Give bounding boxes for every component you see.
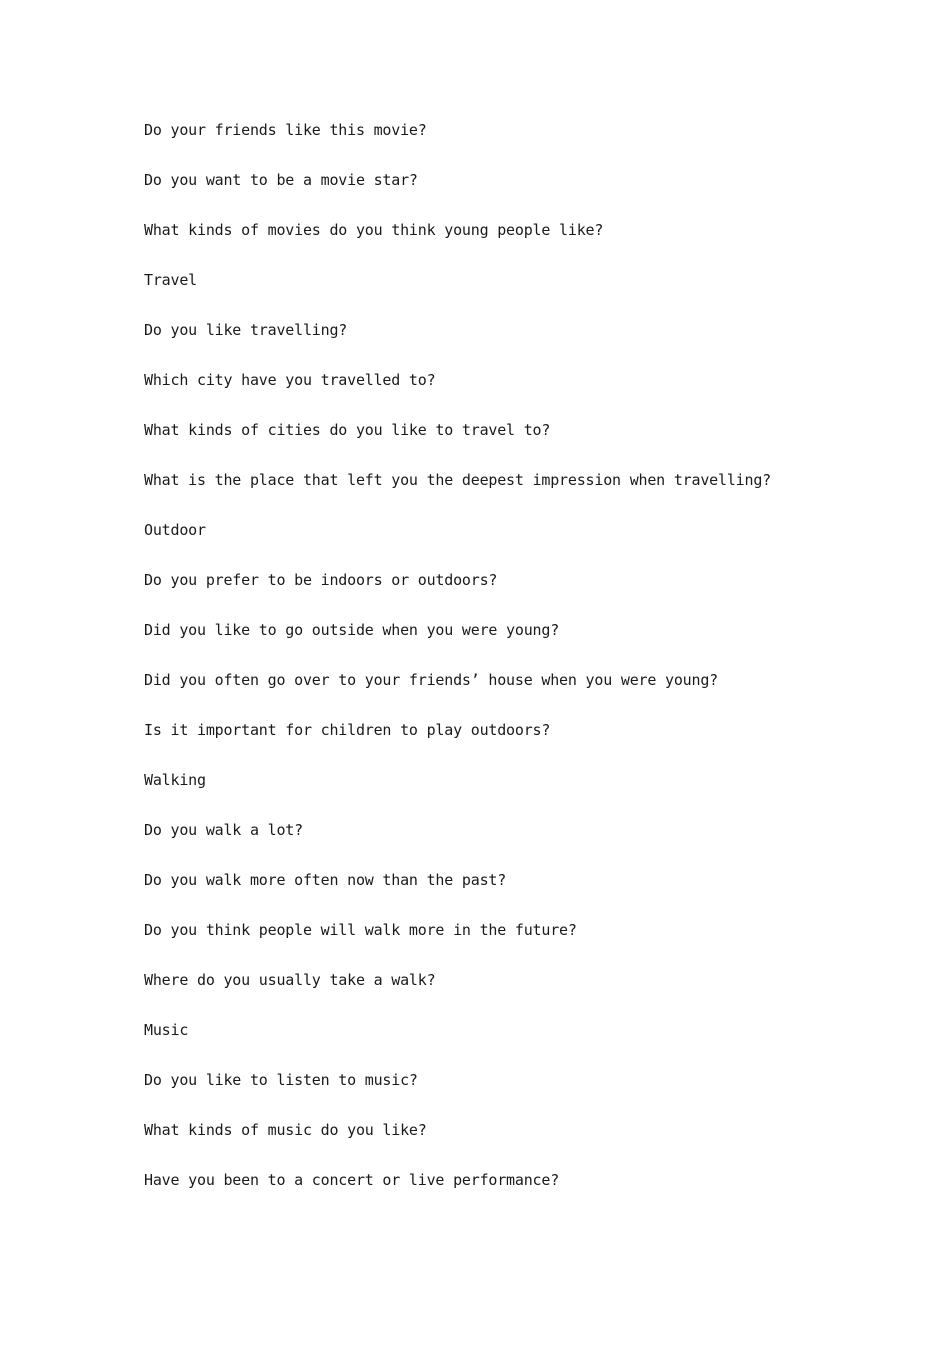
question-line: Do you like travelling? <box>144 321 348 339</box>
question-line: Do you want to be a movie star? <box>144 171 418 189</box>
question-line: Did you like to go outside when you were young? <box>144 621 560 639</box>
question-line: Do your friends like this movie? <box>144 121 427 139</box>
section-heading-walking: Walking <box>144 771 206 789</box>
question-line: What is the place that left you the deepest impression when travelling? <box>144 471 771 489</box>
question-line: Is it important for children to play outdoors? <box>144 721 551 739</box>
question-line: Which city have you travelled to? <box>144 371 436 389</box>
question-line: What kinds of movies do you think young people like? <box>144 221 604 239</box>
question-line: Do you walk more often now than the past? <box>144 871 507 889</box>
question-line: Do you walk a lot? <box>144 821 303 839</box>
document-body <box>144 118 771 1218</box>
section-heading-outdoor: Outdoor <box>144 521 206 539</box>
question-line: Did you often go over to your friends’ house when you were young? <box>144 671 718 689</box>
section-heading-music: Music <box>144 1021 189 1039</box>
question-line: Where do you usually take a walk? <box>144 971 436 989</box>
question-line: Do you prefer to be indoors or outdoors? <box>144 571 498 589</box>
section-heading-travel: Travel <box>144 271 197 289</box>
question-line: What kinds of music do you like? <box>144 1121 427 1139</box>
question-line: What kinds of cities do you like to travel to? <box>144 421 551 439</box>
question-line: Do you like to listen to music? <box>144 1071 418 1089</box>
question-line: Do you think people will walk more in the future? <box>144 921 577 939</box>
question-line: Have you been to a concert or live performance? <box>144 1171 560 1189</box>
